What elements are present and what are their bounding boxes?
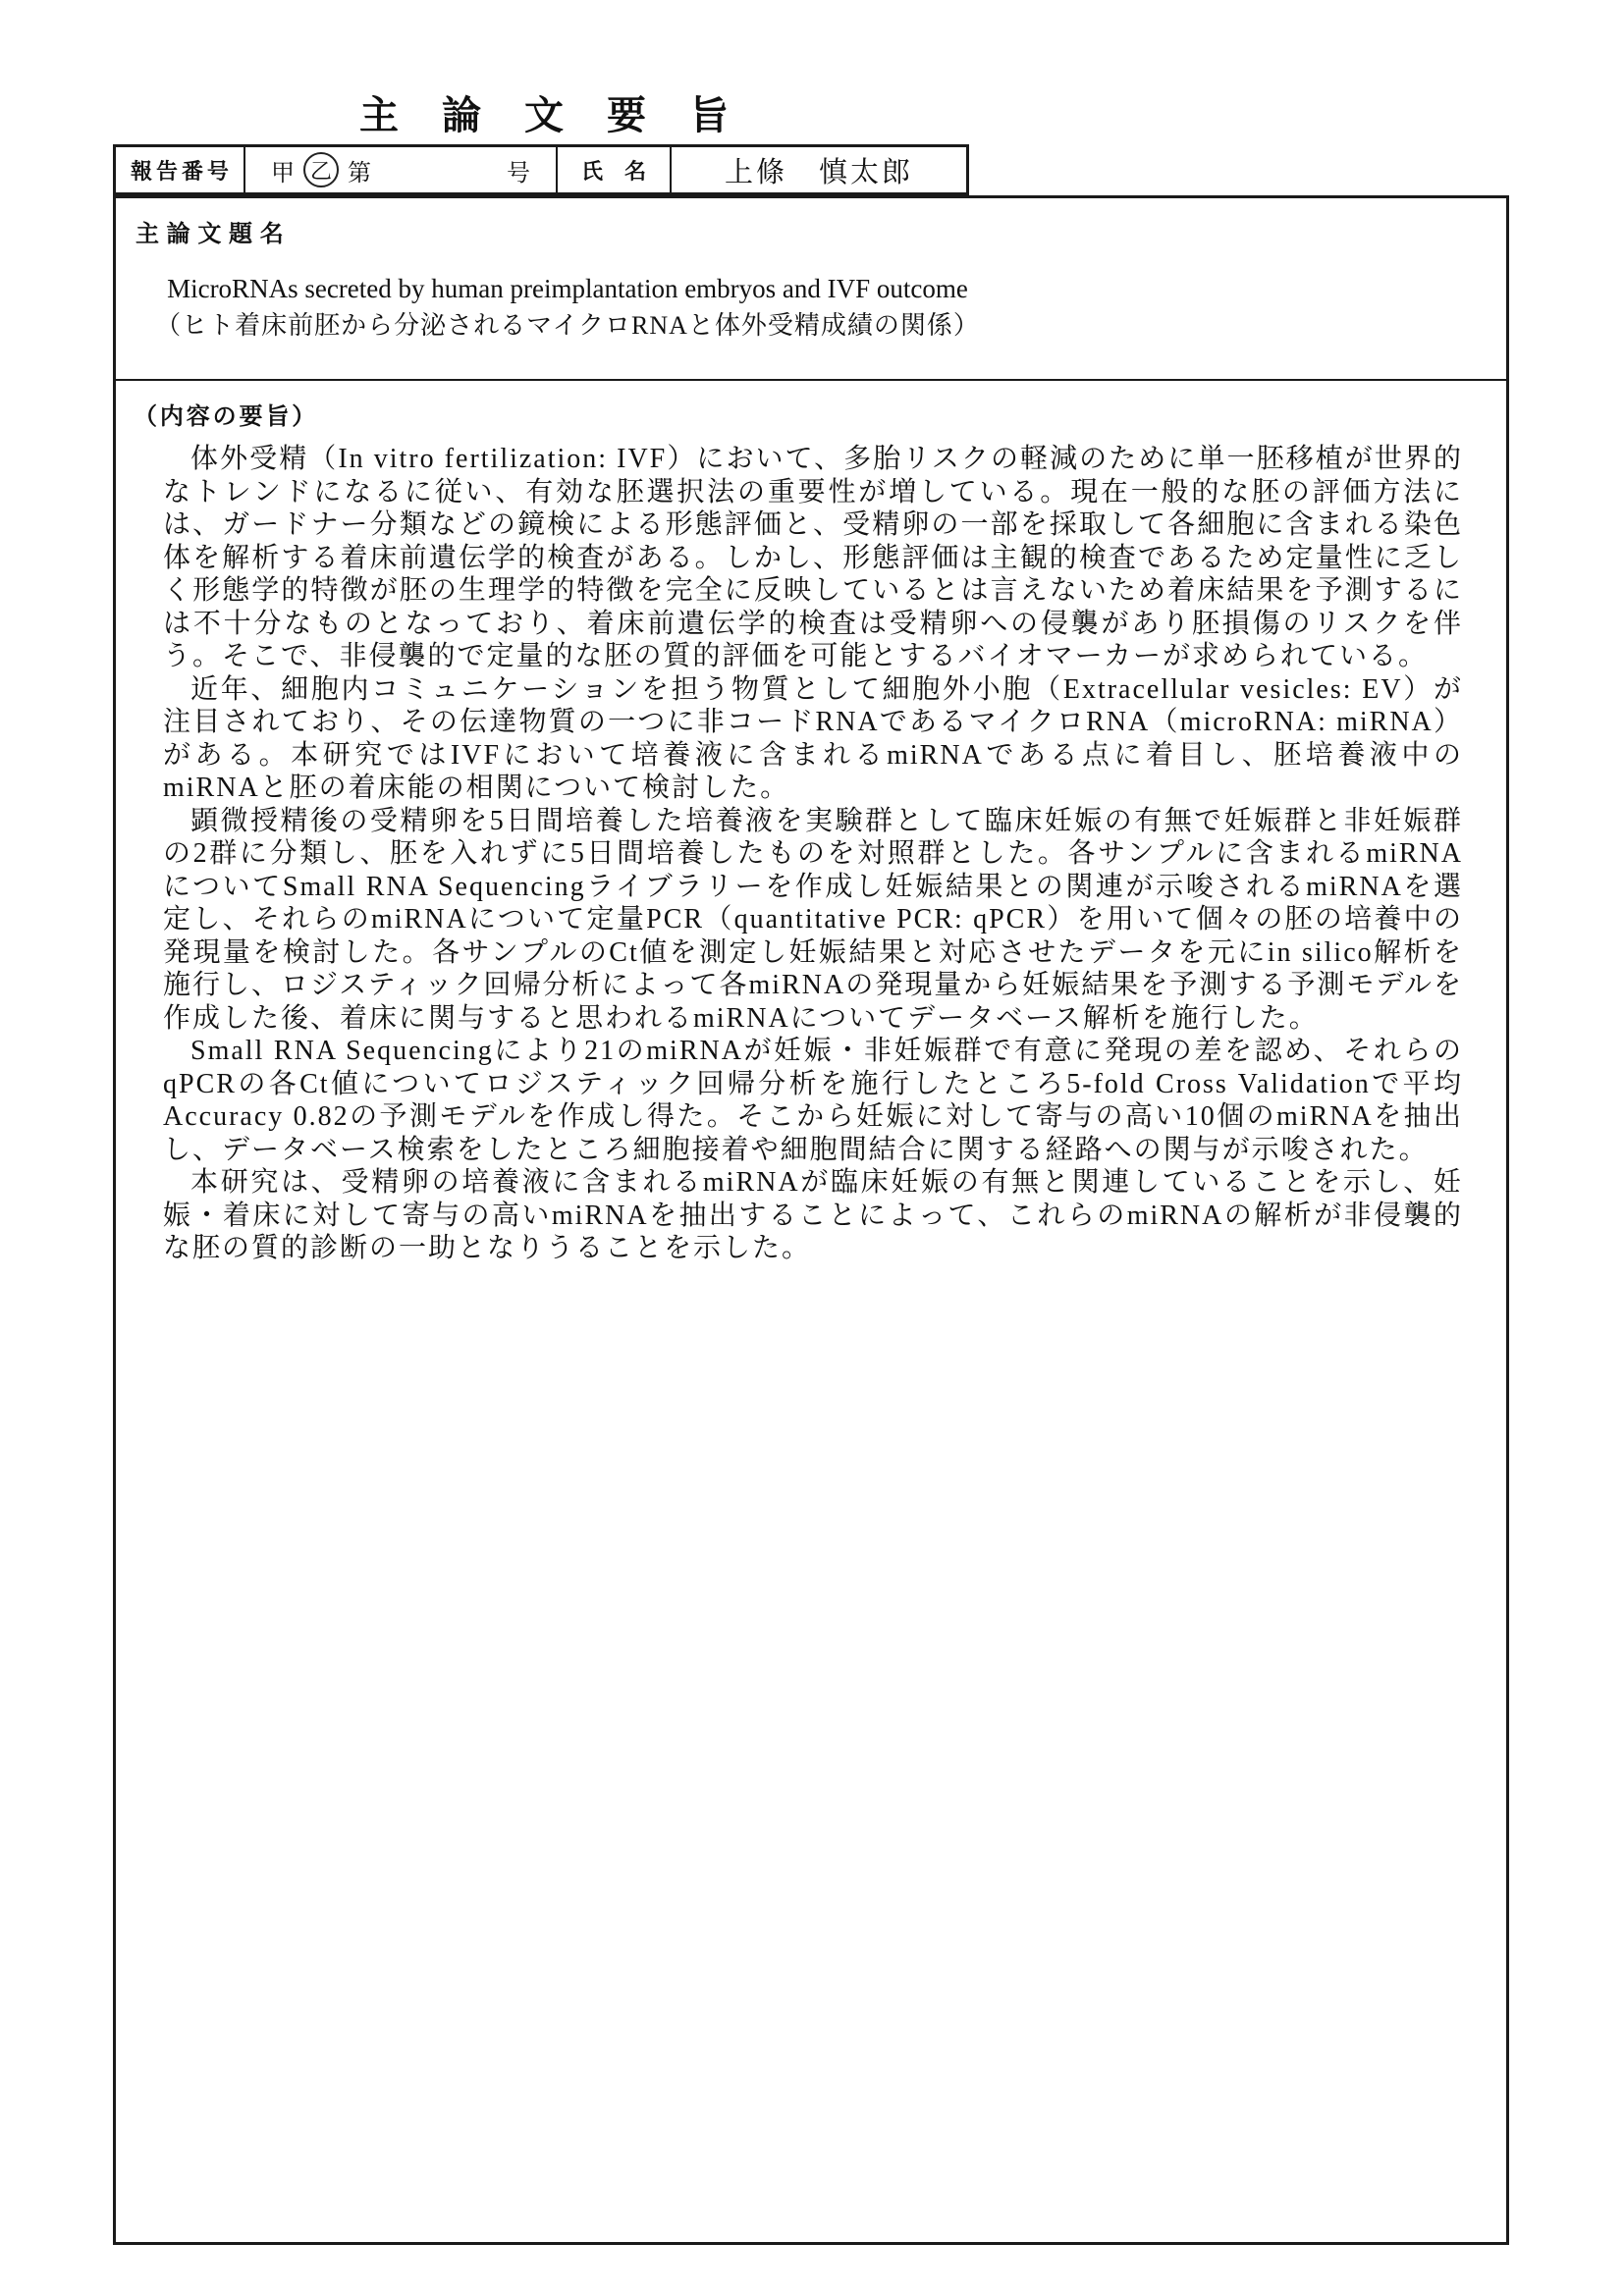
report-number-label-cell: [116, 147, 245, 192]
degree-gou: 号: [507, 159, 530, 187]
abstract-section: [116, 381, 1506, 1265]
report-number-label: 報告番号: [131, 158, 233, 184]
name-value-cell: [672, 147, 966, 192]
abstract-body: [163, 443, 1463, 1265]
thesis-title-english: MicroRNAs secreted by human preimplantation embryos and IVF outcome: [167, 274, 968, 303]
abstract-paragraph: 近年、細胞内コミュニケーションを担う物質として細胞外小胞（Extracellular vesicles: EV）が注目されており、その伝達物質の一つに非コードRNAであるマイクロRNA（microRNA: miRNA）がある。本研究ではIVFにおいて培養液に含まれるmiRNAである点に着目し、胚培養液中のmiRNAと胚の着床能の相関について検討した。: [163, 673, 1463, 803]
report-header-table: [113, 144, 969, 195]
thesis-title-japanese: （ヒト着床前胚から分泌されるマイクロRNAと体外受精成績の関係）: [155, 311, 980, 340]
degree-otsu-circled: 乙: [303, 152, 339, 187]
degree-dai: 第: [348, 159, 371, 187]
abstract-heading: （内容の要旨）: [134, 403, 319, 430]
abstract-paragraph: Small RNA Sequencingにより21のmiRNAが妊娠・非妊娠群で有意に発現の差を認め、それらのqPCRの各Ct値についてロジスティック回帰分析を施行したところ5-fold Cross Validationで平均 Accuracy 0.82の予測モデルを作成し得た。そこから妊娠に対して寄与の高い10個のmiRNAを抽出し、データベース検索をしたところ細胞接着や細胞間結合に関する経路への関与が示唆された。: [163, 1036, 1463, 1165]
name-value: 上條 慎太郎: [724, 156, 913, 188]
abstract-paragraph: 顕微授精後の受精卵を5日間培養した培養液を実験群として臨床妊娠の有無で妊娠群と非妊娠群の2群に分類し、胚を入れずに5日間培養したものを対照群とした。各サンプルに含まれるmiRNAについてSmall RNA Sequencingライブラリーを作成し妊娠結果との関連が示唆されるmiRNAを選定し、それらのmiRNAについて定量PCR（quantitative PCR: qPCR）を用いて個々の胚の培養中の発現量を検討した。各サンプルのCt値を測定し妊娠結果と対応させたデータを元にin silico解析を施行し、ロジスティック回帰分析によって各miRNAの発現量から妊娠結果を予測する予測モデルを作成した後、着床に関与すると思われるmiRNAについてデータベース解析を施行した。: [163, 805, 1463, 1034]
degree-kou: 甲: [271, 159, 295, 187]
page-title-text: 主 論 文 要 旨: [359, 93, 731, 137]
thesis-title-section: [116, 198, 1506, 381]
degree-number-cell: [245, 147, 558, 192]
thesis-title-lines: [126, 271, 1009, 344]
page-title: [113, 84, 977, 140]
name-label-cell: [558, 147, 672, 192]
name-label: 氏 名: [580, 158, 646, 184]
abstract-paragraph: 体外受精（In vitro fertilization: IVF）において、多胎リスクの軽減のために単一胚移植が世界的なトレンドになるに従い、有効な胚選択法の重要性が増している。現在一般的な胚の評価方法には、ガードナー分類などの鏡検による形態評価と、受精卵の一部を採取して各細胞に含まれる染色体を解析する着床前遺伝学的検査がある。しかし、形態評価は主観的検査であるため定量性に乏しく形態学的特徴が胚の生理学的特徴を完全に反映しているとは言えないため着床結果を予測するには不十分なものとなっており、着床前遺伝学的検査は受精卵への侵襲があり胚損傷のリスクを伴う。そこで、非侵襲的で定量的な胚の質的評価を可能とするバイオマーカーが求められている。: [163, 444, 1463, 671]
main-form-box: [113, 195, 1509, 2245]
thesis-title-label: 主論文題名: [135, 221, 292, 247]
abstract-paragraph: 本研究は、受精卵の培養液に含まれるmiRNAが臨床妊娠の有無と関連していることを示し、妊娠・着床に対して寄与の高いmiRNAを抽出することによって、これらのmiRNAの解析が非侵襲的な胚の質的診断の一助となりうることを示した。: [163, 1167, 1463, 1263]
